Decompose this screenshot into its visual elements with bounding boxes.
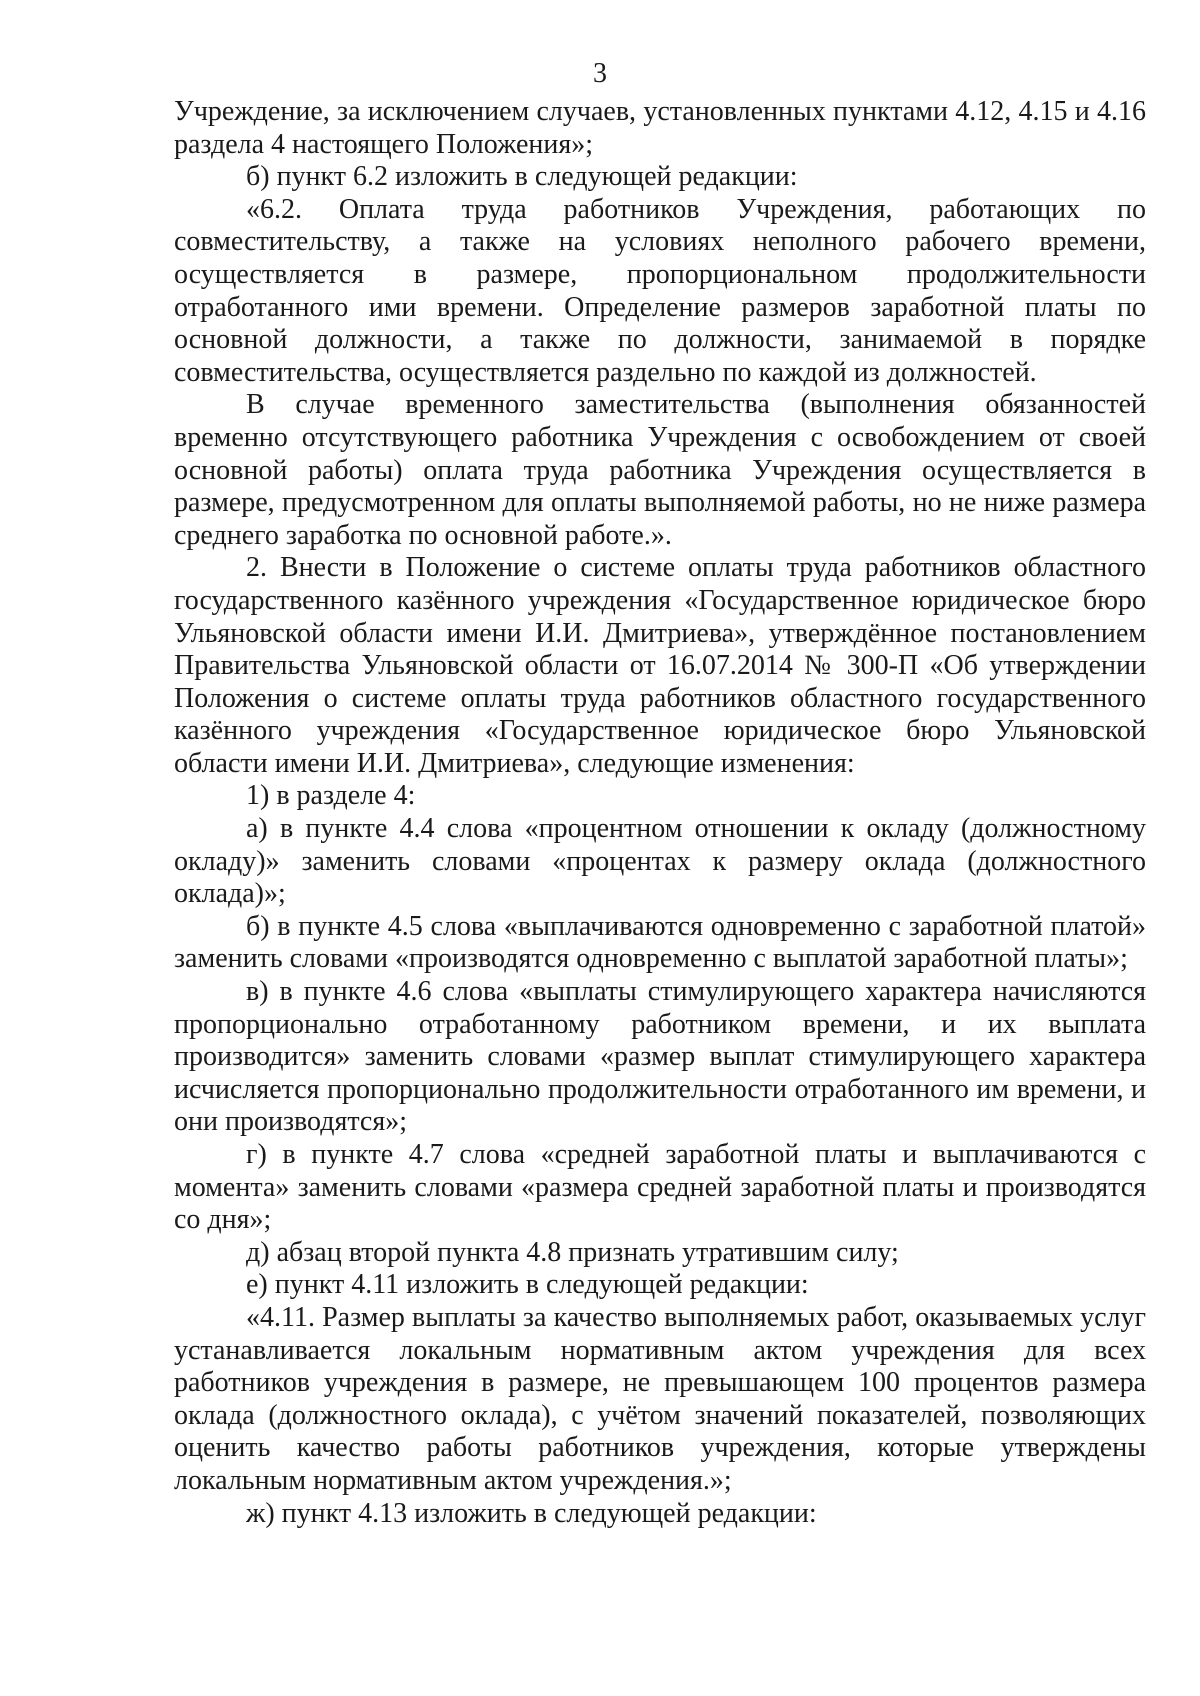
paragraph: д) абзац второй пункта 4.8 признать утратившим силу; [246,1236,899,1268]
paragraph: В случае временного заместительства (выполнения обязанностей временно отсутствующего работника Учреждения с освобождением от своей основной работы) оплата труда работника Учреждения осуществляется в размере, предусмотренном для оплаты выполняемой работы, но не ниже размера среднего заработка по основной работе.». [174,389,1146,551]
paragraph: е) пункт 4.11 изложить в следующей редакции: [246,1269,809,1301]
paragraph: в) в пункте 4.6 слова «выплаты стимулирующего характера начисляются пропорционально отработанному работником времени, и их выплата производится» заменить словами «размер выплат стимулирующего характера исчисляется пропорционально продолжительности отработанного им времени, и они производятся»; [174,976,1146,1138]
paragraph: г) в пункте 4.7 слова «средней заработной платы и выплачиваются с момента» заменить словами «размера средней заработной платы и производятся со дня»; [174,1139,1146,1236]
page-number: 3 [593,58,607,89]
paragraph: б) в пункте 4.5 слова «выплачиваются одновременно с заработной платой» заменить словами «производятся одновременно с выплатой заработной платы»; [174,910,1146,975]
paragraph: а) в пункте 4.4 слова «процентном отношении к окладу (должностному окладу)» заменить словами «процентах к размеру оклада (должностного оклада)»; [174,813,1146,910]
paragraph: «6.2. Оплата труда работников Учреждения, работающих по совместительству, а также на условиях неполного рабочего времени, осуществляется в размере, пропорциональном продолжительности отработанного ими времени. Определение размеров заработной платы по основной должности, а также по должности, занимаемой в порядке совместительства, осуществляется раздельно по каждой из должностей. [174,193,1146,388]
paragraph: б) пункт 6.2 изложить в следующей редакции: [246,161,798,193]
paragraph: ж) пункт 4.13 изложить в следующей редакции: [246,1497,817,1529]
paragraph: «4.11. Размер выплаты за качество выполняемых работ, оказываемых услуг устанавливается локальным нормативным актом учреждения для всех работников учреждения в размере, не превышающем 100 процентов размера оклада (должностного оклада), с учётом значений показателей, позволяющих оценить качество работы работников учреждения, которые утверждены локальным нормативным актом учреждения.»; [174,1301,1146,1496]
paragraph: 1) в разделе 4: [246,780,416,812]
paragraph: 2. Внести в Положение о системе оплаты труда работников областного государственного казённого учреждения «Государственное юридическое бюро Ульяновской области имени И.И. Дмитриева», утверждённое постановлением Правительства Ульяновской области от 16.07.2014 № 300-П «Об утверждении Положения о системе оплаты труда работников областного государственного казённого учреждения «Государственное юридическое бюро Ульяновской области имени И.И. Дмитриева», следующие изменения: [174,552,1146,779]
document-body [174,96,1146,1530]
paragraph: Учреждение, за исключением случаев, установленных пунктами 4.12, 4.15 и 4.16 раздела 4 настоящего Положения»; [174,96,1146,160]
